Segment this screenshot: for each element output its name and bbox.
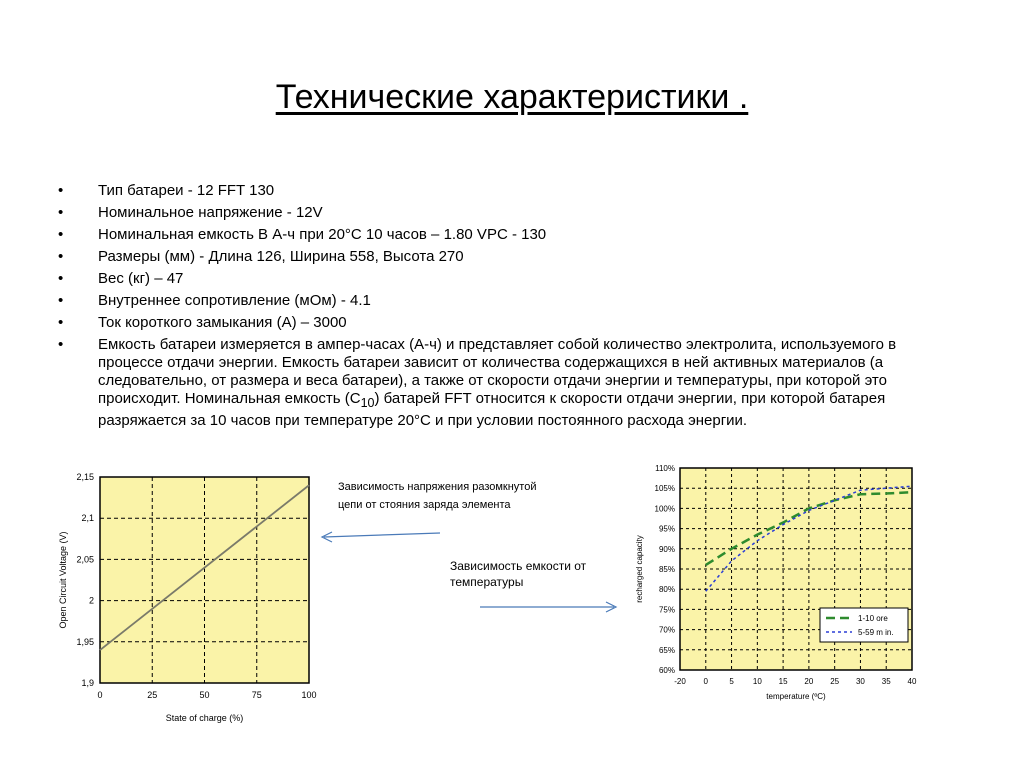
x-tick-label: 50	[199, 690, 210, 700]
x-tick-label: 0	[97, 690, 103, 700]
spec-text: Номинальная емкость В А-ч при 20°С 10 часов – 1.80 VPC - 130	[98, 226, 547, 243]
y-tick-label: 65%	[658, 645, 675, 655]
list-item	[58, 292, 958, 310]
bullet-marker: •	[58, 292, 64, 309]
x-tick-label: 10	[752, 677, 762, 686]
voltage-chart-caption: Зависимость напряжения разомкнутой цепи от стояния заряда элемента	[338, 481, 537, 511]
x-tick-label: -20	[674, 677, 686, 686]
list-item	[58, 314, 958, 332]
paragraph-part-1: Емкость батареи измеряется в ампер-часах (А-ч) и представляет собой количество электролита, используемого в процессе отдачи энергии. Емкость батареи зависит от количества содержащихся в ней активных материалов (а следовательно, от размера и веса батареи), а также от скорости отдачи энергии и температуры, при которой это происходит. Номинальная емкость (С	[98, 336, 897, 407]
y-tick-label: 105%	[654, 484, 675, 494]
legend-label: 1-10 ore	[858, 614, 888, 623]
y-axis-label: recharged capacity	[635, 535, 644, 603]
voltage-chart	[52, 466, 322, 728]
list-item	[58, 226, 958, 244]
x-tick-label: 100	[301, 690, 317, 700]
y-tick-label: 85%	[658, 565, 675, 574]
y-tick-label: 70%	[658, 625, 675, 635]
x-tick-label: 30	[855, 677, 865, 686]
y-tick-label: 2	[88, 595, 94, 606]
y-tick-label: 2,05	[76, 554, 94, 565]
legend-label: 5-59 m in.	[858, 628, 894, 637]
y-tick-label: 100%	[654, 504, 675, 514]
right-arrow-icon	[480, 602, 616, 612]
bullet-marker: •	[58, 226, 64, 243]
spec-text: Вес (кг) – 47	[98, 270, 184, 287]
bullet-marker: •	[58, 270, 64, 287]
left-arrow-icon	[322, 532, 440, 542]
x-tick-label: 40	[907, 677, 917, 686]
spec-text: Ток короткого замыкания (А) – 3000	[98, 314, 347, 331]
x-tick-label: 25	[147, 690, 158, 700]
x-tick-label: 0	[703, 677, 709, 686]
capacity-chart	[628, 460, 928, 706]
spec-text: Тип батареи - 12 FFT 130	[98, 182, 275, 199]
x-tick-label: 20	[804, 677, 814, 686]
bullet-marker: •	[58, 204, 64, 221]
y-tick-label: 80%	[658, 585, 675, 595]
bullet-marker: •	[58, 314, 64, 331]
paragraph-part-2: ) батарей FFT относится к скорости отдачи энергии, при которой батарея разряжается за 10 часов при температуре 20°С и при условии постоянного расхода энергии.	[98, 390, 886, 429]
x-axis-label: State of charge (%)	[165, 713, 244, 723]
slide-title: Технические характеристики .	[275, 78, 749, 116]
capacity-paragraph	[98, 336, 896, 429]
x-tick-label: 25	[830, 677, 840, 686]
y-axis-label: Open Circuit Voltage (V)	[58, 531, 68, 629]
y-tick-label: 1,9	[81, 678, 94, 688]
capacity-chart-caption: Зависимость емкости от температуры	[450, 559, 587, 589]
y-tick-label: 60%	[658, 666, 675, 675]
y-tick-label: 75%	[658, 605, 675, 615]
y-tick-label: 90%	[658, 544, 675, 554]
spec-list	[58, 182, 958, 434]
y-tick-label: 95%	[658, 524, 675, 534]
list-item	[58, 182, 958, 200]
bullet-marker: •	[58, 336, 64, 353]
bullet-marker: •	[58, 182, 64, 199]
x-tick-label: 5	[729, 677, 734, 686]
list-item	[58, 336, 958, 430]
y-tick-label: 2,15	[76, 472, 94, 482]
y-tick-label: 1,95	[76, 636, 94, 647]
y-tick-label: 110%	[655, 464, 675, 473]
spec-text: Размеры (мм) - Длина 126, Ширина 558, Высота 270	[98, 248, 464, 265]
list-item	[58, 248, 958, 266]
list-item	[58, 204, 958, 222]
x-tick-label: 15	[778, 677, 788, 686]
x-axis-label: temperature (ºC)	[766, 692, 826, 701]
subscript-10: 10	[360, 396, 375, 410]
list-item	[58, 270, 958, 288]
bullet-marker: •	[58, 248, 64, 265]
x-tick-label: 35	[881, 677, 891, 686]
spec-text: Номинальное напряжение - 12V	[98, 204, 323, 221]
x-tick-label: 75	[251, 690, 262, 700]
y-tick-label: 2,1	[81, 513, 94, 524]
spec-text: Внутреннее сопротивление (мОм) - 4.1	[98, 292, 371, 309]
